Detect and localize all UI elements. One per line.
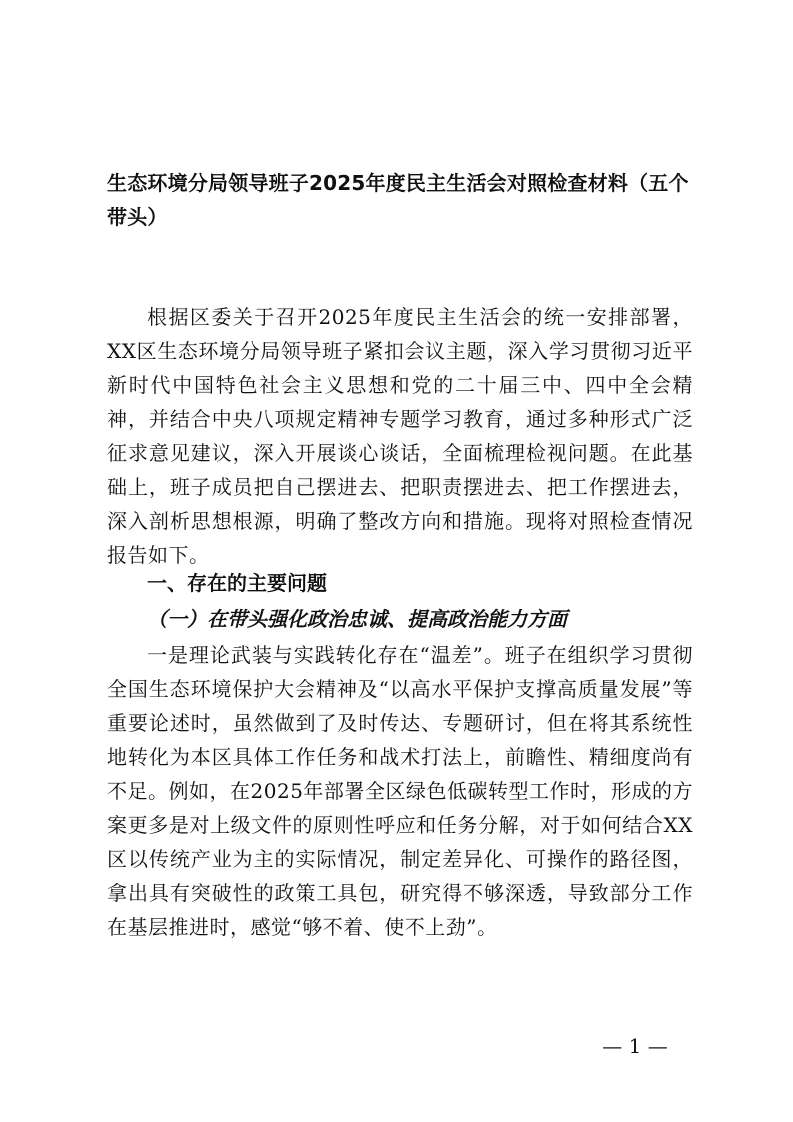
document-title: 生态环境分局领导班子2025年度民主生活会对照检查材料（五个带头）: [107, 171, 689, 229]
issue-paragraph: 一是理论武装与实践转化存在“温差”。班子在组织学习贯彻全国生态环境保护大会精神及“以高水平保护支撑高质量发展”等重要论述时，虽然做到了及时传达、专题研讨，但在将其系统性地转化为本区具体工作任务和战术打法上，前瞻性、精细度尚有不足。例如，在2025年部署全区绿色低碳转型工作时，形成的方案更多是对上级文件的原则性呼应和任务分解，对于如何结合XX区以传统产业为主的实际情况，制定差异化、可操作的路径图，拿出具有突破性的政策工具包，研究得不够深透，导致部分工作在基层推进时，感觉“够不着、使不上劲”。: [107, 643, 693, 939]
subsection-heading: （一）在带头强化政治忠诚、提高政治能力方面: [147, 607, 567, 631]
page-number: — 1 —: [602, 1034, 668, 1058]
section-heading: 一、存在的主要问题: [147, 571, 327, 595]
intro-paragraph: 根据区委关于召开2025年度民主生活会的统一安排部署，XX区生态环境分局领导班子紧扣会议主题，深入学习贯彻习近平新时代中国特色社会主义思想和党的二十届三中、四中全会精神，并结合中央八项规定精神专题学习教育，通过多种形式广泛征求意见建议，深入开展谈心谈话，全面梳理检视问题。在此基础上，班子成员把自己摆进去、把职责摆进去、把工作摆进去，深入剖析思想根源，明确了整改方向和措施。现将对照检查情况报告如下。: [107, 305, 693, 567]
